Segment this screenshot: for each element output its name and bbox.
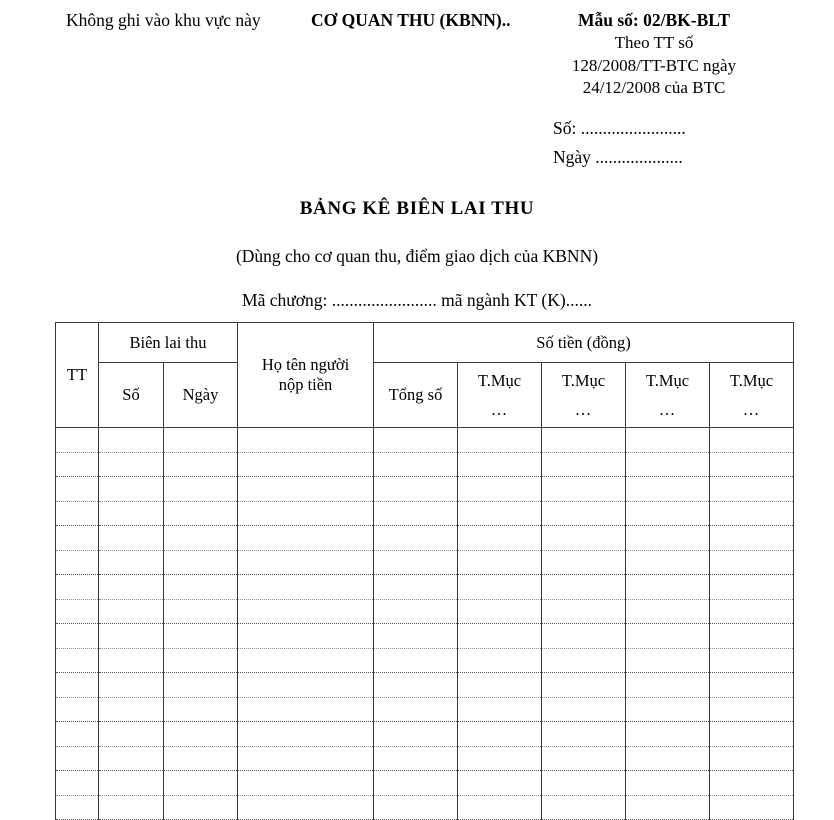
table-cell[interactable] [238, 526, 374, 551]
table-cell[interactable] [626, 550, 710, 575]
table-cell[interactable] [164, 648, 238, 673]
table-cell[interactable] [56, 673, 99, 698]
table-cell[interactable] [238, 624, 374, 649]
table-cell[interactable] [99, 624, 164, 649]
table-row[interactable] [56, 501, 794, 526]
col-header-tmuc-3-label: T.Mục [645, 370, 690, 390]
table-cell[interactable] [238, 428, 374, 453]
table-cell[interactable] [542, 501, 626, 526]
table-cell[interactable] [164, 575, 238, 600]
document-reference-fields [553, 120, 686, 177]
table-cell[interactable] [99, 428, 164, 453]
table-cell[interactable] [626, 697, 710, 722]
table-cell[interactable] [542, 722, 626, 747]
table-cell[interactable] [626, 648, 710, 673]
table-row[interactable] [56, 599, 794, 624]
table-cell[interactable] [56, 795, 99, 820]
table-cell[interactable] [238, 648, 374, 673]
table-cell[interactable] [374, 526, 458, 551]
table-cell[interactable] [99, 697, 164, 722]
table-cell[interactable] [710, 550, 794, 575]
col-header-payer [238, 323, 374, 428]
table-row[interactable] [56, 477, 794, 502]
col-header-tmuc-2-dots: … [574, 399, 593, 419]
table-cell[interactable] [710, 477, 794, 502]
table-cell[interactable] [542, 452, 626, 477]
table-cell[interactable] [542, 550, 626, 575]
col-header-total: Tổng số [374, 363, 458, 428]
col-header-tmuc-4 [710, 363, 794, 428]
page-subtitle: (Dùng cho cơ quan thu, điểm giao dịch của KBNN) [235, 246, 599, 266]
table-cell[interactable] [374, 624, 458, 649]
table-cell[interactable] [374, 746, 458, 771]
no-write-area-note: Không ghi vào khu vực này [66, 10, 261, 30]
table-cell[interactable] [458, 575, 542, 600]
table-cell[interactable] [238, 477, 374, 502]
table-cell[interactable] [99, 722, 164, 747]
col-header-tmuc-4-label: T.Mục [729, 370, 774, 390]
table-cell[interactable] [626, 673, 710, 698]
table-cell[interactable] [626, 575, 710, 600]
table-cell[interactable] [374, 575, 458, 600]
table-row[interactable] [56, 452, 794, 477]
table-cell[interactable] [626, 795, 710, 820]
table-cell[interactable] [458, 550, 542, 575]
chapter-code-field[interactable]: Mã chương: ........................ mã ngành KT (K)...... [242, 290, 592, 310]
table-body [56, 428, 794, 820]
table-cell[interactable] [710, 599, 794, 624]
table-cell[interactable] [458, 526, 542, 551]
table-cell[interactable] [56, 550, 99, 575]
table-cell[interactable] [238, 550, 374, 575]
table-cell[interactable] [626, 746, 710, 771]
table-cell[interactable] [626, 771, 710, 796]
table-cell[interactable] [164, 477, 238, 502]
table-cell[interactable] [374, 477, 458, 502]
table-cell[interactable] [710, 624, 794, 649]
table-cell[interactable] [374, 795, 458, 820]
table-cell[interactable] [56, 624, 99, 649]
document-number-field[interactable]: Số: ........................ [553, 118, 686, 138]
table-cell[interactable] [374, 428, 458, 453]
table-cell[interactable] [458, 722, 542, 747]
circular-line-3: 24/12/2008 của BTC [582, 78, 726, 98]
col-header-receipt-no: Số [99, 363, 164, 428]
col-header-amount-group: Số tiền (đồng) [374, 323, 794, 363]
table-cell[interactable] [164, 428, 238, 453]
receipt-list-table-wrapper [55, 322, 793, 820]
table-cell[interactable] [542, 795, 626, 820]
table-cell[interactable] [458, 697, 542, 722]
table-cell[interactable] [238, 697, 374, 722]
table-cell[interactable] [542, 624, 626, 649]
table-cell[interactable] [56, 428, 99, 453]
table-row[interactable] [56, 673, 794, 698]
table-cell[interactable] [164, 624, 238, 649]
table-cell[interactable] [626, 624, 710, 649]
table-cell[interactable] [710, 795, 794, 820]
form-number: Mẫu số: 02/BK-BLT [577, 10, 731, 30]
col-header-tmuc-1-dots: … [490, 399, 509, 419]
table-cell[interactable] [99, 550, 164, 575]
table-cell[interactable] [458, 673, 542, 698]
table-cell[interactable] [99, 771, 164, 796]
table-cell[interactable] [238, 771, 374, 796]
table-cell[interactable] [710, 697, 794, 722]
table-cell[interactable] [626, 526, 710, 551]
table-row[interactable] [56, 795, 794, 820]
table-row[interactable] [56, 624, 794, 649]
table-row[interactable] [56, 575, 794, 600]
table-cell[interactable] [164, 673, 238, 698]
table-cell[interactable] [238, 795, 374, 820]
table-cell[interactable] [99, 477, 164, 502]
table-cell[interactable] [56, 477, 99, 502]
table-cell[interactable] [374, 452, 458, 477]
table-header-row-2 [56, 363, 794, 428]
table-cell[interactable] [164, 771, 238, 796]
table-row[interactable] [56, 648, 794, 673]
document-date-field[interactable]: Ngày .................... [553, 146, 683, 167]
table-cell[interactable] [99, 648, 164, 673]
table-cell[interactable] [542, 673, 626, 698]
table-cell[interactable] [458, 599, 542, 624]
table-cell[interactable] [56, 526, 99, 551]
table-cell[interactable] [238, 599, 374, 624]
table-cell[interactable] [626, 428, 710, 453]
table-cell[interactable] [458, 452, 542, 477]
col-header-tt: TT [56, 323, 99, 428]
table-row[interactable] [56, 697, 794, 722]
table-cell[interactable] [164, 452, 238, 477]
table-cell[interactable] [56, 452, 99, 477]
col-header-tmuc-3 [626, 363, 710, 428]
table-row[interactable] [56, 526, 794, 551]
table-cell[interactable] [56, 722, 99, 747]
table-cell[interactable] [56, 501, 99, 526]
col-header-receipt-date: Ngày [164, 363, 238, 428]
table-cell[interactable] [458, 648, 542, 673]
table-cell[interactable] [458, 771, 542, 796]
table-cell[interactable] [164, 599, 238, 624]
col-header-payer-line1: Họ tên người [261, 355, 350, 375]
table-cell[interactable] [164, 697, 238, 722]
table-cell[interactable] [56, 771, 99, 796]
title-block [0, 198, 834, 311]
table-cell[interactable] [626, 599, 710, 624]
table-cell[interactable] [99, 526, 164, 551]
table-cell[interactable] [710, 746, 794, 771]
table-cell[interactable] [626, 452, 710, 477]
table-cell[interactable] [542, 771, 626, 796]
table-cell[interactable] [99, 795, 164, 820]
table-cell[interactable] [99, 501, 164, 526]
circular-line-1: Theo TT số [614, 33, 694, 53]
table-header-row-1 [56, 323, 794, 363]
table-cell[interactable] [458, 795, 542, 820]
col-header-tmuc-1-label: T.Mục [477, 370, 522, 390]
table-row[interactable] [56, 428, 794, 453]
table-cell[interactable] [542, 575, 626, 600]
table-row[interactable] [56, 746, 794, 771]
table-cell[interactable] [626, 477, 710, 502]
table-cell[interactable] [99, 575, 164, 600]
table-cell[interactable] [238, 746, 374, 771]
table-cell[interactable] [238, 673, 374, 698]
table-cell[interactable] [626, 722, 710, 747]
table-cell[interactable] [99, 599, 164, 624]
table-cell[interactable] [542, 477, 626, 502]
table-cell[interactable] [164, 746, 238, 771]
table-cell[interactable] [374, 722, 458, 747]
table-cell[interactable] [164, 795, 238, 820]
table-cell[interactable] [542, 428, 626, 453]
table-cell[interactable] [374, 771, 458, 796]
table-cell[interactable] [164, 722, 238, 747]
table-cell[interactable] [56, 648, 99, 673]
table-cell[interactable] [542, 599, 626, 624]
table-cell[interactable] [710, 501, 794, 526]
table-cell[interactable] [56, 697, 99, 722]
form-meta-block [530, 9, 778, 100]
table-cell[interactable] [458, 624, 542, 649]
page-title: BẢNG KÊ BIÊN LAI THU [299, 198, 535, 219]
table-cell[interactable] [99, 673, 164, 698]
table-cell[interactable] [626, 501, 710, 526]
table-cell[interactable] [542, 648, 626, 673]
table-cell[interactable] [710, 722, 794, 747]
table-cell[interactable] [710, 428, 794, 453]
table-cell[interactable] [710, 673, 794, 698]
table-cell[interactable] [710, 575, 794, 600]
table-cell[interactable] [374, 673, 458, 698]
table-cell[interactable] [56, 599, 99, 624]
col-header-tmuc-2-label: T.Mục [561, 370, 606, 390]
table-cell[interactable] [164, 501, 238, 526]
col-header-tmuc-1 [458, 363, 542, 428]
table-cell[interactable] [374, 501, 458, 526]
col-header-tmuc-4-dots: … [742, 399, 761, 419]
table-cell[interactable] [710, 771, 794, 796]
circular-line-2: 128/2008/TT-BTC ngày [571, 55, 737, 75]
table-cell[interactable] [238, 722, 374, 747]
table-cell[interactable] [164, 526, 238, 551]
col-header-payer-line2: nộp tiền [278, 375, 333, 394]
table-cell[interactable] [374, 599, 458, 624]
table-cell[interactable] [164, 550, 238, 575]
col-header-receipt-group: Biên lai thu [99, 323, 238, 363]
table-cell[interactable] [710, 526, 794, 551]
table-cell[interactable] [56, 746, 99, 771]
receipt-list-table [55, 322, 794, 820]
table-row[interactable] [56, 771, 794, 796]
table-cell[interactable] [374, 697, 458, 722]
table-cell[interactable] [542, 697, 626, 722]
table-cell[interactable] [374, 648, 458, 673]
table-cell[interactable] [542, 526, 626, 551]
table-cell[interactable] [238, 452, 374, 477]
table-cell[interactable] [458, 477, 542, 502]
table-row[interactable] [56, 550, 794, 575]
table-cell[interactable] [99, 746, 164, 771]
collecting-agency-label: CƠ QUAN THU (KBNN).. [311, 10, 511, 30]
table-cell[interactable] [238, 501, 374, 526]
table-cell[interactable] [99, 452, 164, 477]
table-head [56, 323, 794, 428]
table-row[interactable] [56, 722, 794, 747]
table-cell[interactable] [458, 501, 542, 526]
table-cell[interactable] [238, 575, 374, 600]
table-cell[interactable] [374, 550, 458, 575]
table-cell[interactable] [56, 575, 99, 600]
document-header [0, 0, 834, 178]
col-header-tmuc-2 [542, 363, 626, 428]
table-cell[interactable] [710, 452, 794, 477]
col-header-tmuc-3-dots: … [658, 399, 677, 419]
table-cell[interactable] [710, 648, 794, 673]
table-cell[interactable] [458, 428, 542, 453]
table-cell[interactable] [542, 746, 626, 771]
table-cell[interactable] [458, 746, 542, 771]
